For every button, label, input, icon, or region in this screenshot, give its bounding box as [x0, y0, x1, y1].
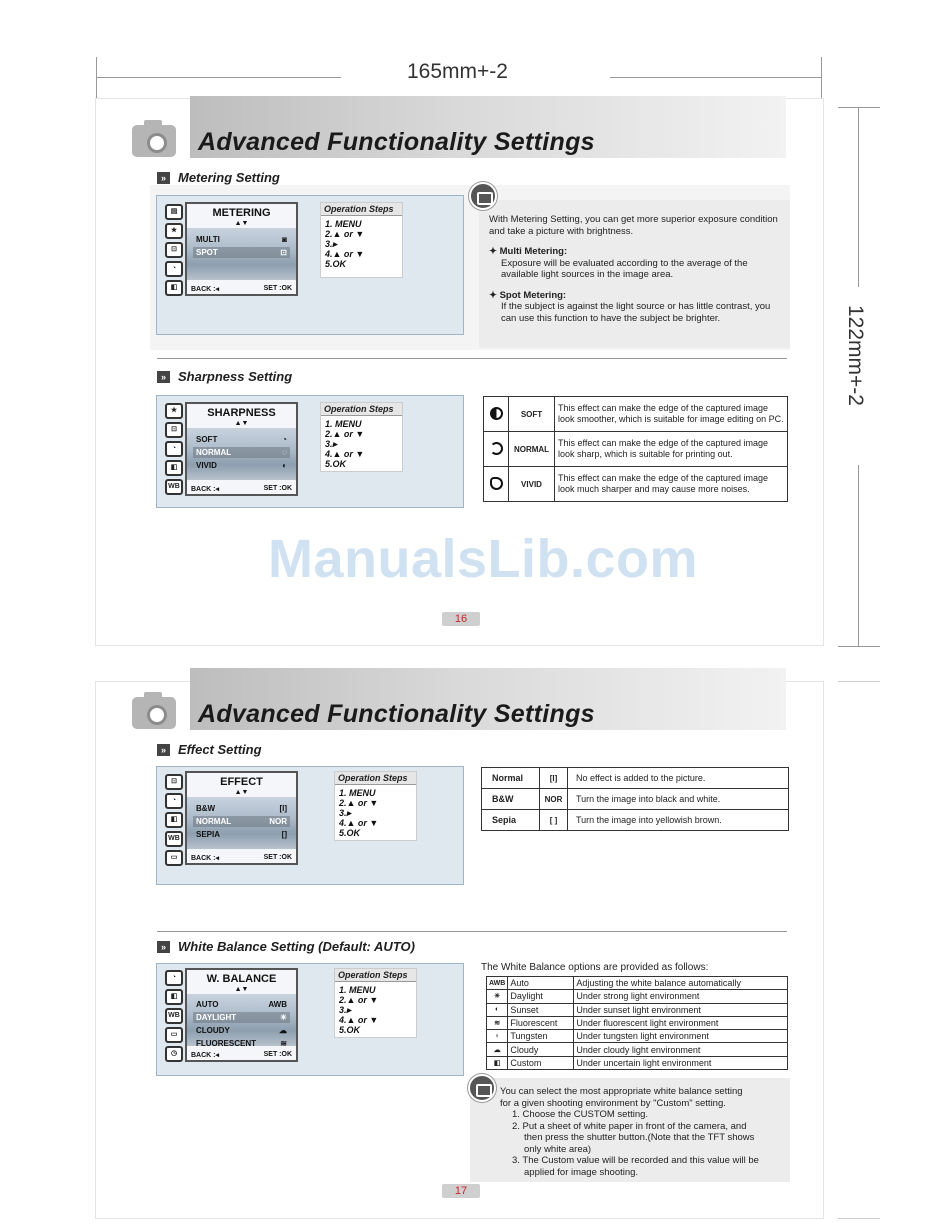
white-balance-icon: WB	[165, 1008, 183, 1024]
table-row	[484, 432, 788, 467]
lcd-title: METERING	[212, 207, 271, 219]
tip-camera-icon	[468, 1074, 496, 1102]
wb-desc: Adjusting the white balance automatically	[574, 977, 788, 990]
ops-step: 2.▲ or ▼	[325, 429, 365, 439]
lcd-item-daylight	[193, 1012, 290, 1023]
up-down-arrow-icon: ▲▼	[234, 420, 249, 427]
effect-icon: ◧	[165, 280, 183, 296]
metering-heading-text: Metering Setting	[178, 170, 280, 185]
metering-operation-steps	[320, 202, 403, 278]
ops-step: 1. MENU	[325, 419, 362, 429]
tip-camera-icon	[469, 182, 497, 210]
sharpness-operation-steps	[320, 402, 403, 472]
metering-info	[479, 200, 790, 348]
bw-icon: [I]	[279, 804, 287, 813]
sepia-icon: []	[281, 830, 287, 839]
note-line: You can select the most appropriate white balance setting	[500, 1086, 743, 1097]
note-step: then press the shutter button.(Note that the TFT shows	[524, 1132, 755, 1143]
star-icon: ★	[165, 403, 183, 419]
table-row	[487, 977, 788, 990]
lcd-item-multi	[193, 234, 290, 245]
effect-icon: NOR	[540, 789, 568, 810]
wb-name: Custom	[508, 1056, 574, 1069]
vivid-icon	[490, 477, 503, 490]
frame-icon: ▭	[165, 850, 183, 866]
multi-metering-text: Exposure will be evaluated according to the average of the available light sources in the image area.	[501, 257, 748, 280]
ops-step: 2.▲ or ▼	[339, 798, 379, 808]
lcd-item-soft	[193, 434, 290, 445]
lcd-item-label: SOFT	[196, 435, 218, 444]
ops-step: 4.▲ or ▼	[339, 1015, 379, 1025]
lcd-item-auto	[193, 999, 290, 1010]
ops-step: 3.▸	[339, 808, 352, 818]
lcd-item-label: VIVID	[196, 461, 217, 470]
frame-icon: ▭	[165, 1027, 183, 1043]
lcd-footer	[191, 485, 292, 493]
effect-icon: [I]	[540, 768, 568, 789]
table-row	[487, 1043, 788, 1056]
effect-name: B&W	[482, 789, 540, 810]
table-row	[484, 397, 788, 432]
lcd-title: SHARPNESS	[207, 407, 276, 419]
lcd-item-label: SPOT	[196, 248, 218, 257]
ops-step: 5.OK	[339, 828, 361, 838]
lcd-title: EFFECT	[220, 776, 263, 788]
custom-wb-note	[470, 1078, 790, 1182]
note-step: 2. Put a sheet of white paper in front of the camera, and	[512, 1120, 747, 1132]
sharpness-desc: This effect can make the edge of the captured image look sharp, which is suitable for printing out.	[555, 432, 788, 467]
sharpness-icon: ◔	[165, 261, 183, 277]
effect-icon: ◧	[165, 812, 183, 828]
ops-title: Operation Steps	[335, 772, 416, 785]
lcd-item-label: NORMAL	[196, 817, 232, 826]
sharpness-icon: ◔	[165, 793, 183, 809]
metering-icon: ⊡	[165, 242, 183, 258]
white-balance-icon: WB	[165, 479, 183, 495]
dim-line-right	[610, 77, 822, 78]
dimension-height-label: 122mm+-2	[844, 305, 867, 406]
effect-lcd-screen	[185, 771, 298, 865]
sharpness-name: VIVID	[509, 467, 555, 502]
metering-icon: ⊡	[165, 774, 183, 790]
effect-operation-steps	[334, 771, 417, 841]
sunset-icon: ◐	[487, 1003, 508, 1016]
sharpness-heading	[157, 369, 292, 384]
sharpness-icon: ◔	[165, 970, 183, 986]
wb-name: Fluorescent	[508, 1016, 574, 1029]
wb-desc: Under strong light environment	[574, 990, 788, 1003]
note-step: 1. Choose the CUSTOM setting.	[512, 1109, 649, 1120]
right-edge-mark	[838, 681, 880, 682]
effect-icon: ◧	[165, 989, 183, 1005]
dim-tick-left	[96, 57, 97, 99]
metering-heading	[157, 170, 280, 185]
auto-wb-icon: AWB	[268, 1000, 287, 1009]
sharpness-name: SOFT	[509, 397, 555, 432]
vivid-icon: ◐	[282, 461, 287, 470]
lcd-set-label: SET :OK	[263, 285, 292, 292]
chevron-right-icon: »	[157, 744, 170, 756]
ops-step: 2.▲ or ▼	[339, 995, 379, 1005]
wb-name: Tungsten	[508, 1030, 574, 1043]
ops-step: 4.▲ or ▼	[325, 449, 365, 459]
daylight-icon: ☀	[279, 1013, 287, 1022]
chevron-right-icon: »	[157, 941, 170, 953]
effect-heading-text: Effect Setting	[178, 742, 262, 757]
spot-metering-icon: ⊡	[280, 248, 287, 257]
lcd-item-label: CLOUDY	[196, 1026, 230, 1035]
star-icon: ★	[165, 223, 183, 239]
dimension-width-label: 165mm+-2	[407, 60, 508, 83]
effect-icon: ◧	[165, 460, 183, 476]
dim-side-top	[838, 107, 880, 108]
page-number-16: 16	[442, 612, 480, 626]
white-balance-heading-text: White Balance Setting (Default: AUTO)	[178, 939, 415, 954]
dim-side-line-b	[858, 465, 859, 647]
lcd-item-sepia	[193, 829, 290, 840]
note-line: for a given shooting environment by "Custom" setting.	[500, 1097, 726, 1109]
lcd-item-label: MULTI	[196, 235, 220, 244]
lcd-item-bw	[193, 803, 290, 814]
ops-title: Operation Steps	[321, 203, 402, 216]
auto-wb-icon: AWB	[487, 977, 508, 990]
lcd-back-label: BACK :◂	[191, 286, 220, 293]
camera-side-icons	[165, 774, 183, 866]
table-row	[482, 768, 789, 789]
camera-side-icons	[165, 403, 183, 495]
ops-step: 1. MENU	[339, 788, 376, 798]
sharpness-desc: This effect can make the edge of the captured image look smoother, which is suitable for image editing on PC.	[555, 397, 788, 432]
table-row	[487, 1003, 788, 1016]
ops-step: 4.▲ or ▼	[339, 818, 379, 828]
ops-step: 5.OK	[325, 459, 347, 469]
white-balance-icon: WB	[165, 831, 183, 847]
dim-tick-right	[821, 57, 822, 99]
bottom-edge-mark	[838, 1218, 880, 1219]
wb-name: Daylight	[508, 990, 574, 1003]
metering-icon: ⊡	[165, 422, 183, 438]
normal-effect-icon: NOR	[269, 817, 287, 826]
page-number-17: 17	[442, 1184, 480, 1198]
vivid-icon-cell	[484, 467, 509, 502]
lcd-set-label: SET :OK	[263, 1051, 292, 1058]
table-row	[487, 990, 788, 1003]
custom-icon: ◧	[487, 1056, 508, 1069]
lcd-item-label: SEPIA	[196, 830, 221, 839]
effect-desc: Turn the image into yellowish brown.	[568, 810, 789, 831]
dim-line-left	[96, 77, 341, 78]
lcd-footer	[191, 854, 292, 862]
white-balance-lcd-screen	[185, 968, 298, 1062]
spot-metering-text: If the subject is against the light source or has little contrast, you can use this function to have the subject be brighter.	[501, 301, 771, 324]
cloudy-icon: ☁	[279, 1026, 287, 1035]
metering-intro: With Metering Setting, you can get more superior exposure condition and take a picture with brightness.	[489, 214, 778, 237]
table-row	[482, 789, 789, 810]
multi-metering-title: ✦ Multi Metering:	[489, 246, 568, 257]
table-row	[487, 1030, 788, 1043]
sharpness-heading-text: Sharpness Setting	[178, 369, 293, 384]
watermark: ManualsLib.com	[268, 529, 699, 589]
ops-title: Operation Steps	[335, 969, 416, 982]
daylight-icon: ☀	[487, 990, 508, 1003]
lcd-footer	[191, 285, 292, 293]
lcd-item-label: NORMAL	[196, 448, 232, 457]
camera-icon	[132, 697, 176, 729]
lcd-title: W. BALANCE	[206, 973, 277, 985]
lcd-item-vivid	[193, 460, 290, 471]
self-timer-icon: ◷	[165, 1046, 183, 1062]
wb-desc: Under fluorescent light environment	[574, 1016, 788, 1029]
cloudy-icon: ☁	[487, 1043, 508, 1056]
white-balance-intro: The White Balance options are provided as follows:	[481, 962, 709, 973]
wb-desc: Under cloudy light environment	[574, 1043, 788, 1056]
up-down-arrow-icon: ▲▼	[234, 986, 249, 993]
lcd-item-normal	[193, 447, 290, 458]
effect-heading	[157, 742, 262, 757]
up-down-arrow-icon: ▲▼	[234, 220, 249, 227]
sharpness-lcd-screen	[185, 402, 298, 496]
note-step: only white area)	[524, 1143, 592, 1155]
soft-icon: ◔	[282, 435, 287, 444]
section-divider	[157, 358, 787, 359]
wb-desc: Under tungsten light environment	[574, 1030, 788, 1043]
ops-step: 3.▸	[339, 1005, 352, 1015]
section-divider	[157, 931, 787, 932]
lcd-item-fluorescent	[193, 1038, 290, 1049]
table-row	[484, 467, 788, 502]
page-16-title: Advanced Functionality Settings	[198, 128, 595, 156]
lcd-item-label: B&W	[196, 804, 216, 813]
ops-step: 5.OK	[325, 259, 347, 269]
lcd-item-label: AUTO	[196, 1000, 219, 1009]
lcd-item-cloudy	[193, 1025, 290, 1036]
lcd-back-label: BACK :◂	[191, 855, 220, 862]
lcd-item-normal	[193, 816, 290, 827]
normal-icon	[490, 442, 503, 455]
effect-name: Sepia	[482, 810, 540, 831]
effect-name: Normal	[482, 768, 540, 789]
page-17-title: Advanced Functionality Settings	[198, 700, 595, 728]
chevron-right-icon: »	[157, 172, 170, 184]
lcd-set-label: SET :OK	[263, 485, 292, 492]
soft-icon	[490, 407, 503, 420]
wb-name: Cloudy	[508, 1043, 574, 1056]
fluorescent-icon: ≋	[487, 1016, 508, 1029]
ops-title: Operation Steps	[321, 403, 402, 416]
chevron-right-icon: »	[157, 371, 170, 383]
ops-step: 3.▸	[325, 239, 338, 249]
camera-icon	[132, 125, 176, 157]
metering-lcd-screen	[185, 202, 298, 296]
ops-step: 1. MENU	[325, 219, 362, 229]
lcd-back-label: BACK :◂	[191, 1052, 220, 1059]
white-balance-table	[486, 976, 788, 1070]
spot-metering-title: ✦ Spot Metering:	[489, 289, 567, 301]
dim-side-bottom	[838, 646, 880, 647]
white-balance-operation-steps	[334, 968, 417, 1038]
camera-side-icons	[165, 970, 183, 1062]
sharpness-desc: This effect can make the edge of the captured image look much sharper and may cause more noises.	[555, 467, 788, 502]
wb-desc: Under sunset light environment	[574, 1003, 788, 1016]
ops-step: 3.▸	[325, 439, 338, 449]
sharpness-table	[483, 396, 788, 502]
normal-icon-cell	[484, 432, 509, 467]
effect-desc: Turn the image into black and white.	[568, 789, 789, 810]
ops-step: 5.OK	[339, 1025, 361, 1035]
fluorescent-icon: ≋	[280, 1039, 287, 1048]
wb-name: Auto	[508, 977, 574, 990]
white-balance-heading	[157, 939, 415, 954]
effect-desc: No effect is added to the picture.	[568, 768, 789, 789]
lcd-item-spot	[193, 247, 290, 258]
ops-step: 1. MENU	[339, 985, 376, 995]
normal-icon: ◌	[282, 448, 287, 457]
note-step: applied for image shooting.	[524, 1166, 639, 1178]
lcd-set-label: SET :OK	[263, 854, 292, 861]
sharpness-icon: ◔	[165, 441, 183, 457]
wb-desc: Under uncertain light environment	[574, 1056, 788, 1069]
soft-icon-cell	[484, 397, 509, 432]
lcd-item-label: FLUORESCENT	[196, 1039, 256, 1048]
lcd-item-label: DAYLIGHT	[196, 1013, 237, 1022]
sharpness-name: NORMAL	[509, 432, 555, 467]
multi-metering-icon: ◙	[282, 235, 287, 244]
effect-table	[481, 767, 789, 831]
table-row	[487, 1056, 788, 1069]
table-row	[487, 1016, 788, 1029]
lcd-back-label: BACK :◂	[191, 486, 220, 493]
ops-step: 2.▲ or ▼	[325, 229, 365, 239]
dim-side-line-a	[858, 107, 859, 287]
table-row	[482, 810, 789, 831]
ops-step: 4.▲ or ▼	[325, 249, 365, 259]
effect-icon: [ ]	[540, 810, 568, 831]
wb-name: Sunset	[508, 1003, 574, 1016]
note-step: 3. The Custom value will be recorded and this value will be	[512, 1155, 759, 1166]
camera-side-icons	[165, 204, 183, 296]
scene-icon: ▤	[165, 204, 183, 220]
lcd-footer	[191, 1051, 292, 1059]
up-down-arrow-icon: ▲▼	[234, 789, 249, 796]
tungsten-icon: ♀	[487, 1030, 508, 1043]
